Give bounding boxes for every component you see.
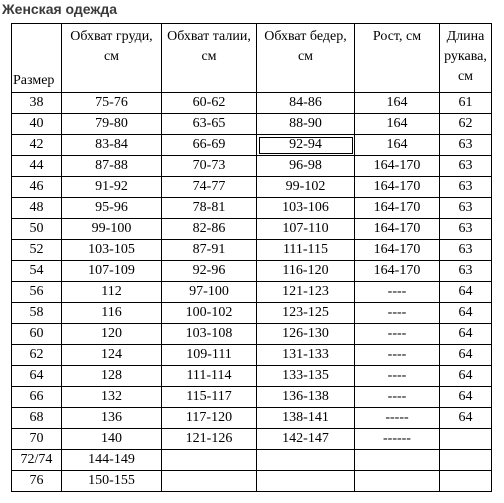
cell-height[interactable]: ----	[355, 366, 440, 387]
header-hips[interactable]: Обхват бедер, см	[257, 24, 355, 93]
cell-waist[interactable]: 97-100	[162, 282, 257, 303]
cell-sleeve[interactable]: 64	[440, 387, 492, 408]
cell-waist[interactable]: 117-120	[162, 408, 257, 429]
cell-height[interactable]: 164-170	[355, 156, 440, 177]
cell-size[interactable]: 52	[12, 240, 62, 261]
cell-hips[interactable]: 107-110	[257, 219, 355, 240]
cell-chest[interactable]: 140	[62, 429, 162, 450]
cell-chest[interactable]: 95-96	[62, 198, 162, 219]
cell-size[interactable]: 56	[12, 282, 62, 303]
cell-chest[interactable]: 79-80	[62, 114, 162, 135]
cell-height[interactable]: 164	[355, 114, 440, 135]
cell-size[interactable]: 38	[12, 93, 62, 114]
cell-sleeve[interactable]: 61	[440, 93, 492, 114]
cell-waist[interactable]: 70-73	[162, 156, 257, 177]
cell-hips[interactable]	[257, 471, 355, 492]
cell-waist[interactable]: 121-126	[162, 429, 257, 450]
cell-size[interactable]: 40	[12, 114, 62, 135]
cell-sleeve[interactable]: 63	[440, 219, 492, 240]
cell-chest[interactable]: 112	[62, 282, 162, 303]
cell-chest[interactable]: 144-149	[62, 450, 162, 471]
sheet-title: Женская одежда	[2, 1, 117, 17]
cell-waist[interactable]: 103-108	[162, 324, 257, 345]
cell-height[interactable]: 164-170	[355, 261, 440, 282]
cell-chest[interactable]: 91-92	[62, 177, 162, 198]
cell-hips[interactable]: 103-106	[257, 198, 355, 219]
cell-chest[interactable]: 83-84	[62, 135, 162, 156]
cell-size[interactable]: 72/74	[12, 450, 62, 471]
cell-chest[interactable]: 120	[62, 324, 162, 345]
header-row	[12, 24, 492, 93]
cell-chest[interactable]: 136	[62, 408, 162, 429]
cell-hips[interactable]: 88-90	[257, 114, 355, 135]
cell-waist[interactable]: 92-96	[162, 261, 257, 282]
table-row	[12, 135, 492, 156]
cell-chest[interactable]: 87-88	[62, 156, 162, 177]
cell-sleeve[interactable]: 64	[440, 408, 492, 429]
header-size[interactable]: Размер	[12, 24, 62, 93]
header-waist[interactable]: Обхват талии, см	[162, 24, 257, 93]
cell-sleeve[interactable]: 64	[440, 366, 492, 387]
cell-hips[interactable]: 116-120	[257, 261, 355, 282]
table-row	[12, 177, 492, 198]
cell-size[interactable]: 42	[12, 135, 62, 156]
cell-sleeve[interactable]: 63	[440, 177, 492, 198]
cell-hips[interactable]: 126-130	[257, 324, 355, 345]
cell-height[interactable]: 164-170	[355, 177, 440, 198]
cell-size[interactable]: 64	[12, 366, 62, 387]
cell-height[interactable]: 164-170	[355, 240, 440, 261]
cell-height[interactable]: 164	[355, 135, 440, 156]
cell-height[interactable]: ----	[355, 387, 440, 408]
cell-height[interactable]: ----	[355, 303, 440, 324]
cell-sleeve[interactable]: 63	[440, 135, 492, 156]
cell-hips[interactable]: 123-125	[257, 303, 355, 324]
table-row	[12, 156, 492, 177]
cell-hips[interactable]: 92-94	[257, 135, 355, 156]
cell-hips[interactable]: 136-138	[257, 387, 355, 408]
cell-waist[interactable]: 78-81	[162, 198, 257, 219]
cell-size[interactable]: 68	[12, 408, 62, 429]
cell-size[interactable]: 44	[12, 156, 62, 177]
table-row	[12, 219, 492, 240]
cell-sleeve[interactable]	[440, 450, 492, 471]
cell-height[interactable]: 164-170	[355, 219, 440, 240]
cell-chest[interactable]: 132	[62, 387, 162, 408]
cell-waist[interactable]: 109-111	[162, 345, 257, 366]
cell-hips[interactable]: 138-141	[257, 408, 355, 429]
cell-sleeve[interactable]: 63	[440, 156, 492, 177]
cell-height[interactable]: ----	[355, 324, 440, 345]
cell-waist[interactable]: 74-77	[162, 177, 257, 198]
cell-sleeve[interactable]: 64	[440, 282, 492, 303]
cell-size[interactable]: 70	[12, 429, 62, 450]
table-row	[12, 366, 492, 387]
table-row	[12, 387, 492, 408]
header-height[interactable]: Рост, см	[355, 24, 440, 93]
table-row	[12, 198, 492, 219]
cell-chest[interactable]: 103-105	[62, 240, 162, 261]
cell-height[interactable]	[355, 471, 440, 492]
cell-hips[interactable]: 121-123	[257, 282, 355, 303]
cell-hips[interactable]: 111-115	[257, 240, 355, 261]
cell-waist[interactable]: 66-69	[162, 135, 257, 156]
cell-size[interactable]: 58	[12, 303, 62, 324]
cell-waist[interactable]	[162, 471, 257, 492]
cell-size[interactable]: 46	[12, 177, 62, 198]
cell-sleeve[interactable]: 63	[440, 198, 492, 219]
cell-chest[interactable]: 99-100	[62, 219, 162, 240]
cell-chest[interactable]: 150-155	[62, 471, 162, 492]
cell-height[interactable]: ----	[355, 345, 440, 366]
header-sleeve[interactable]: Длина рукава, см	[440, 24, 492, 93]
cell-size[interactable]: 62	[12, 345, 62, 366]
cell-chest[interactable]: 75-76	[62, 93, 162, 114]
cell-height[interactable]: -----	[355, 408, 440, 429]
cell-size[interactable]: 66	[12, 387, 62, 408]
cell-sleeve[interactable]: 64	[440, 303, 492, 324]
cell-sleeve[interactable]: 63	[440, 240, 492, 261]
table-row	[12, 261, 492, 282]
table-row	[12, 429, 492, 450]
cell-hips[interactable]: 99-102	[257, 177, 355, 198]
header-chest[interactable]: Обхват груди, см	[62, 24, 162, 93]
cell-chest[interactable]: 128	[62, 366, 162, 387]
cell-hips[interactable]: 133-135	[257, 366, 355, 387]
cell-waist[interactable]: 115-117	[162, 387, 257, 408]
cell-size[interactable]: 48	[12, 198, 62, 219]
table-row	[12, 240, 492, 261]
table-row	[12, 450, 492, 471]
cell-sleeve[interactable]	[440, 429, 492, 450]
cell-chest[interactable]: 107-109	[62, 261, 162, 282]
cell-waist[interactable]: 87-91	[162, 240, 257, 261]
cell-waist[interactable]: 60-62	[162, 93, 257, 114]
cell-height[interactable]: 164-170	[355, 198, 440, 219]
table-row	[12, 324, 492, 345]
cell-hips[interactable]: 142-147	[257, 429, 355, 450]
cell-height[interactable]: ----	[355, 282, 440, 303]
table-row	[12, 471, 492, 492]
cell-size[interactable]: 54	[12, 261, 62, 282]
cell-waist[interactable]: 111-114	[162, 366, 257, 387]
cell-sleeve[interactable]: 62	[440, 114, 492, 135]
cell-waist[interactable]: 82-86	[162, 219, 257, 240]
table-row	[12, 93, 492, 114]
table-row	[12, 408, 492, 429]
cell-hips[interactable]: 96-98	[257, 156, 355, 177]
cell-hips[interactable]: 84-86	[257, 93, 355, 114]
cell-sleeve[interactable]: 63	[440, 261, 492, 282]
cell-hips[interactable]	[257, 450, 355, 471]
cell-chest[interactable]: 116	[62, 303, 162, 324]
cell-size[interactable]: 60	[12, 324, 62, 345]
cell-size[interactable]: 76	[12, 471, 62, 492]
cell-waist[interactable]	[162, 450, 257, 471]
size-table	[11, 23, 492, 492]
table-row	[12, 282, 492, 303]
table-row	[12, 345, 492, 366]
cell-sleeve[interactable]	[440, 471, 492, 492]
cell-hips[interactable]: 131-133	[257, 345, 355, 366]
cell-chest[interactable]: 124	[62, 345, 162, 366]
table-row	[12, 303, 492, 324]
cell-height[interactable]	[355, 450, 440, 471]
cell-waist[interactable]: 100-102	[162, 303, 257, 324]
table-row	[12, 114, 492, 135]
cell-height[interactable]: 164	[355, 93, 440, 114]
cell-height[interactable]: ------	[355, 429, 440, 450]
cell-sleeve[interactable]: 64	[440, 324, 492, 345]
cell-waist[interactable]: 63-65	[162, 114, 257, 135]
cell-sleeve[interactable]: 64	[440, 345, 492, 366]
cell-size[interactable]: 50	[12, 219, 62, 240]
